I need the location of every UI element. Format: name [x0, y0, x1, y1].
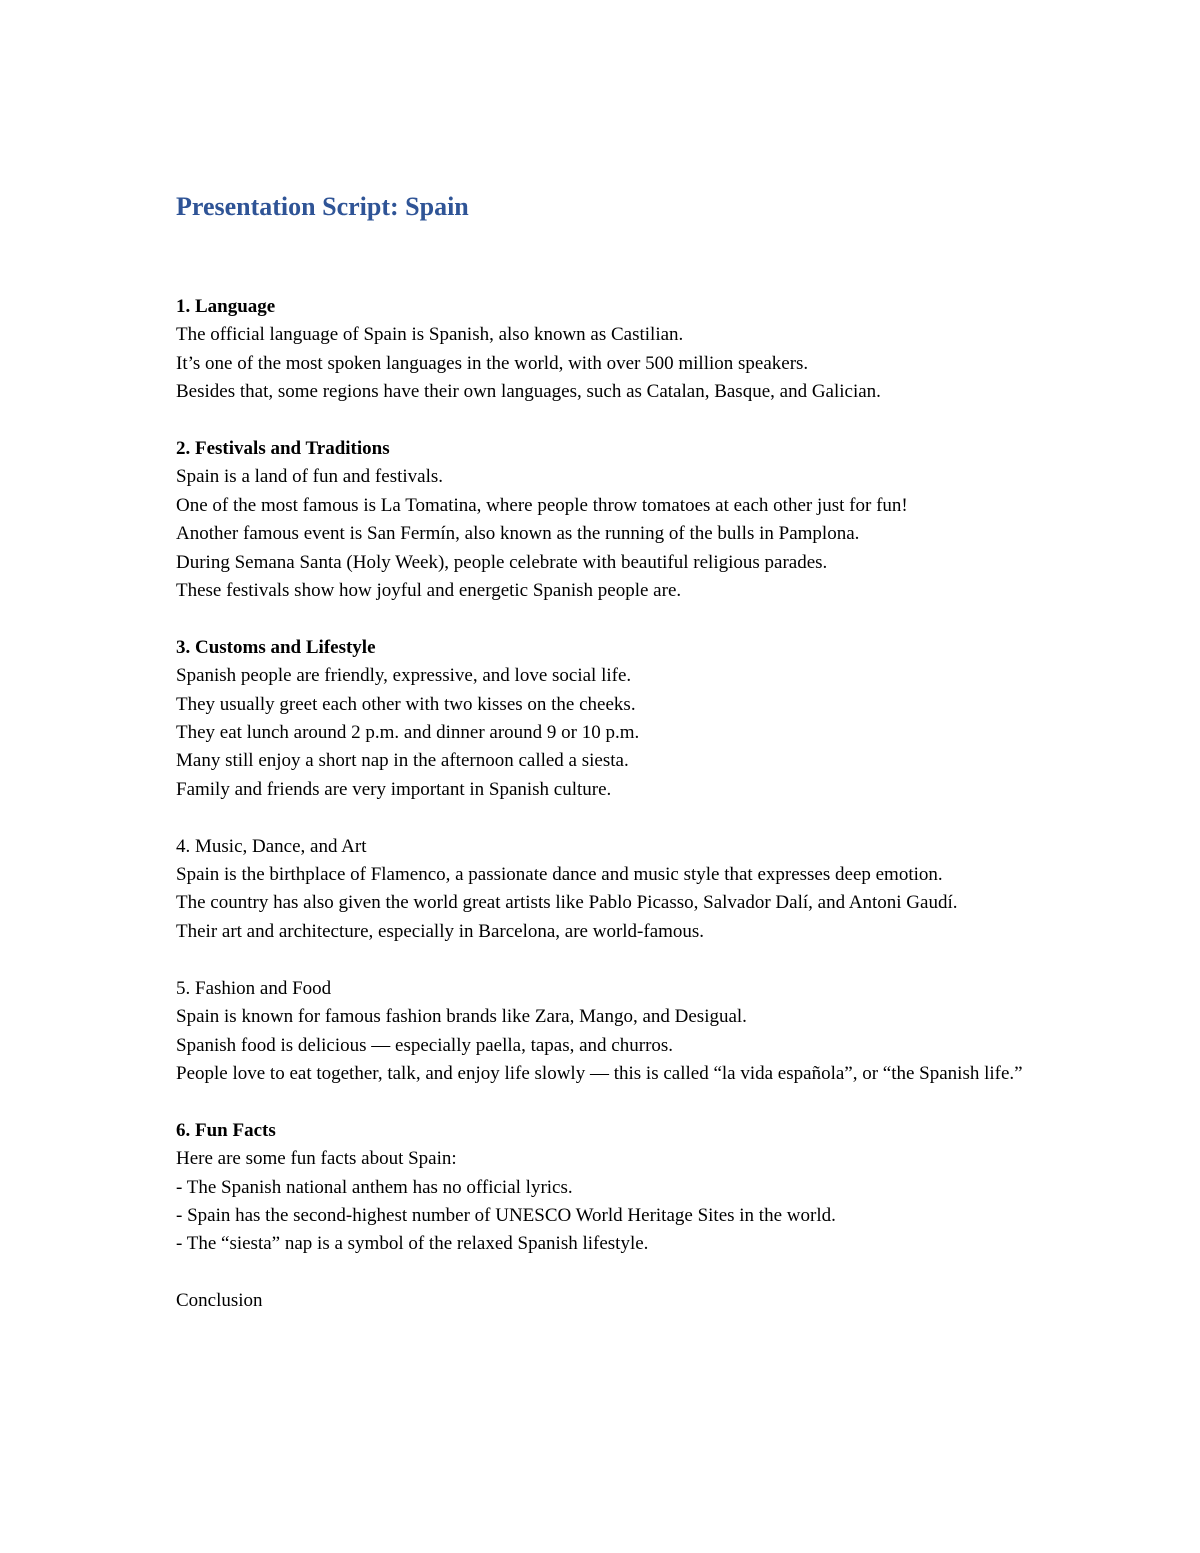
document-body: [176, 191, 1036, 1316]
section-language: [176, 293, 1036, 407]
section-fun-facts: [176, 1117, 1036, 1259]
section-heading: 6. Fun Facts: [176, 1119, 276, 1141]
paragraph: Here are some fun facts about Spain:: [176, 1148, 457, 1170]
section-customs: [176, 634, 1036, 804]
paragraph: The country has also given the world great artists like Pablo Picasso, Salvador Dalí, and Antoni Gaudí.: [176, 892, 958, 914]
paragraph: They usually greet each other with two kisses on the cheeks.: [176, 693, 636, 715]
paragraph: During Semana Santa (Holy Week), people celebrate with beautiful religious parades.: [176, 551, 828, 573]
paragraph: Another famous event is San Fermín, also known as the running of the bulls in Pamplona.: [176, 523, 860, 545]
section-heading: 5. Fashion and Food: [176, 977, 332, 999]
paragraph: Spain is the birthplace of Flamenco, a passionate dance and music style that expresses deep emotion.: [176, 864, 943, 886]
conclusion-heading: Conclusion: [176, 1290, 263, 1312]
section-music-dance-art: [176, 833, 1036, 947]
paragraph: These festivals show how joyful and energetic Spanish people are.: [176, 580, 682, 602]
section-festivals: [176, 435, 1036, 605]
section-heading: 3. Customs and Lifestyle: [176, 636, 376, 658]
section-heading: 1. Language: [176, 296, 276, 317]
paragraph: One of the most famous is La Tomatina, where people throw tomatoes at each other just for fun!: [176, 494, 908, 516]
paragraph: Spanish food is delicious — especially paella, tapas, and churros.: [176, 1034, 674, 1056]
section-fashion-food: [176, 975, 1036, 1089]
paragraph: People love to eat together, talk, and enjoy life slowly — this is called “la vida española”, or “the Spanish life.”: [176, 1062, 1023, 1084]
paragraph: The official language of Spain is Spanish, also known as Castilian.: [176, 324, 684, 346]
paragraph: Their art and architecture, especially in Barcelona, are world-famous.: [176, 920, 705, 942]
paragraph: Many still enjoy a short nap in the afternoon called a siesta.: [176, 750, 629, 772]
paragraph: Spanish people are friendly, expressive, and love social life.: [176, 665, 632, 687]
list-item: - The Spanish national anthem has no official lyrics.: [176, 1176, 573, 1198]
paragraph: It’s one of the most spoken languages in the world, with over 500 million speakers.: [176, 352, 809, 374]
paragraph: Spain is known for famous fashion brands like Zara, Mango, and Desigual.: [176, 1006, 747, 1028]
paragraph: They eat lunch around 2 p.m. and dinner around 9 or 10 p.m.: [176, 722, 640, 744]
section-heading: 4. Music, Dance, and Art: [176, 835, 367, 857]
page-title: Presentation Script: Spain: [176, 192, 469, 221]
section-heading: 2. Festivals and Traditions: [176, 438, 390, 460]
paragraph: Besides that, some regions have their own languages, such as Catalan, Basque, and Galician.: [176, 381, 881, 403]
list-item: - The “siesta” nap is a symbol of the relaxed Spanish lifestyle.: [176, 1233, 649, 1255]
paragraph: Spain is a land of fun and festivals.: [176, 466, 444, 488]
paragraph: Family and friends are very important in Spanish culture.: [176, 778, 612, 800]
list-item: - Spain has the second-highest number of UNESCO World Heritage Sites in the world.: [176, 1204, 836, 1226]
